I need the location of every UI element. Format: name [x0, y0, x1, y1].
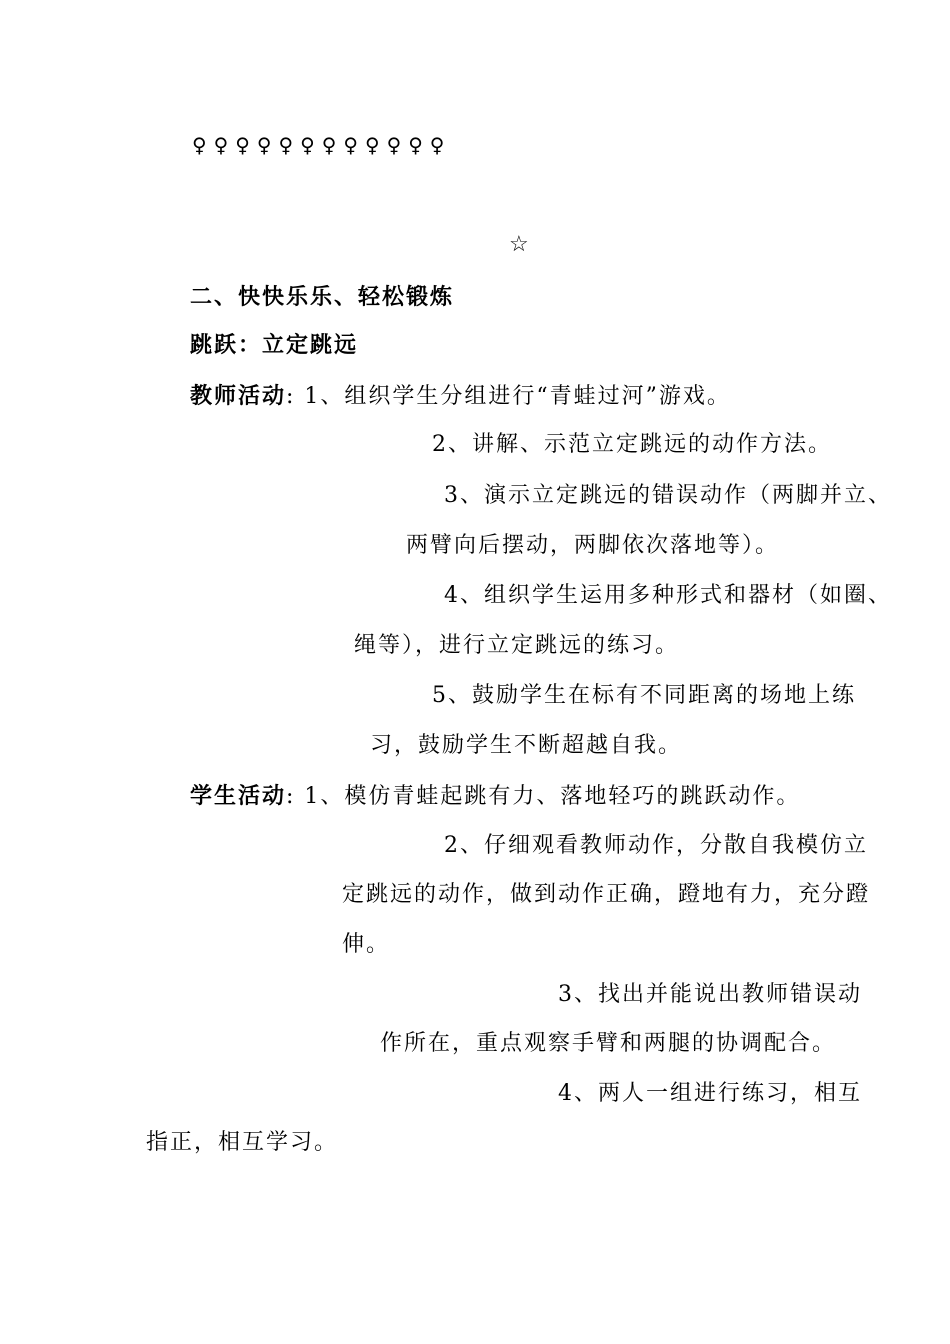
student-item-4-cont: 指正，相互学习。 [146, 1130, 339, 1155]
teacher-colon: : [286, 384, 305, 409]
section-title: 二、快快乐乐、轻松锻炼 [190, 284, 455, 310]
teacher-item-4-cont: 绳等），进行立定跳远的练习。 [354, 633, 680, 658]
teacher-item-2: 2、讲解、示范立定跳远的动作方法。 [432, 432, 832, 457]
student-item-4: 4、两人一组进行练习，相互 [558, 1081, 862, 1106]
student-item-2-cont: 定跳远的动作，做到动作正确，蹬地有力，充分蹬 [342, 882, 871, 907]
student-label: 学生活动 [190, 783, 287, 809]
student-item-3: 3、找出并能说出教师错误动 [558, 982, 862, 1007]
star-icon: ☆ [509, 232, 531, 257]
student-item-3-cont: 作所在，重点观察手臂和两腿的协调配合。 [380, 1031, 837, 1056]
teacher-item-5-cont: 习，鼓励学生不断超越自我。 [370, 733, 683, 758]
teacher-item-5: 5、鼓励学生在标有不同距离的场地上练 [432, 683, 856, 708]
teacher-item-3: 3、演示立定跳远的错误动作（两脚并立、 [444, 483, 892, 508]
teacher-line-1 [190, 381, 731, 412]
topic-heading: 跳跃：立定跳远 [190, 332, 359, 358]
teacher-label: 教师活动 [190, 383, 287, 409]
teacher-item-4: 4、组织学生运用多种形式和器材（如圈、 [444, 583, 892, 608]
student-item-2: 2、仔细观看教师动作，分散自我模仿立 [444, 833, 868, 858]
female-symbols-row: ♀♀♀♀♀♀♀♀♀♀♀♀ [192, 133, 452, 157]
teacher-item-3-cont: 两臂向后摆动，两脚依次落地等）。 [406, 533, 780, 558]
student-colon: : [286, 784, 305, 809]
student-item-2-cont2: 伸。 [342, 932, 391, 957]
teacher-item-1: 1、组织学生分组进行“青蛙过河”游戏。 [304, 384, 731, 409]
student-line-1 [190, 781, 800, 812]
student-item-1: 1、模仿青蛙起跳有力、落地轻巧的跳跃动作。 [304, 784, 801, 809]
